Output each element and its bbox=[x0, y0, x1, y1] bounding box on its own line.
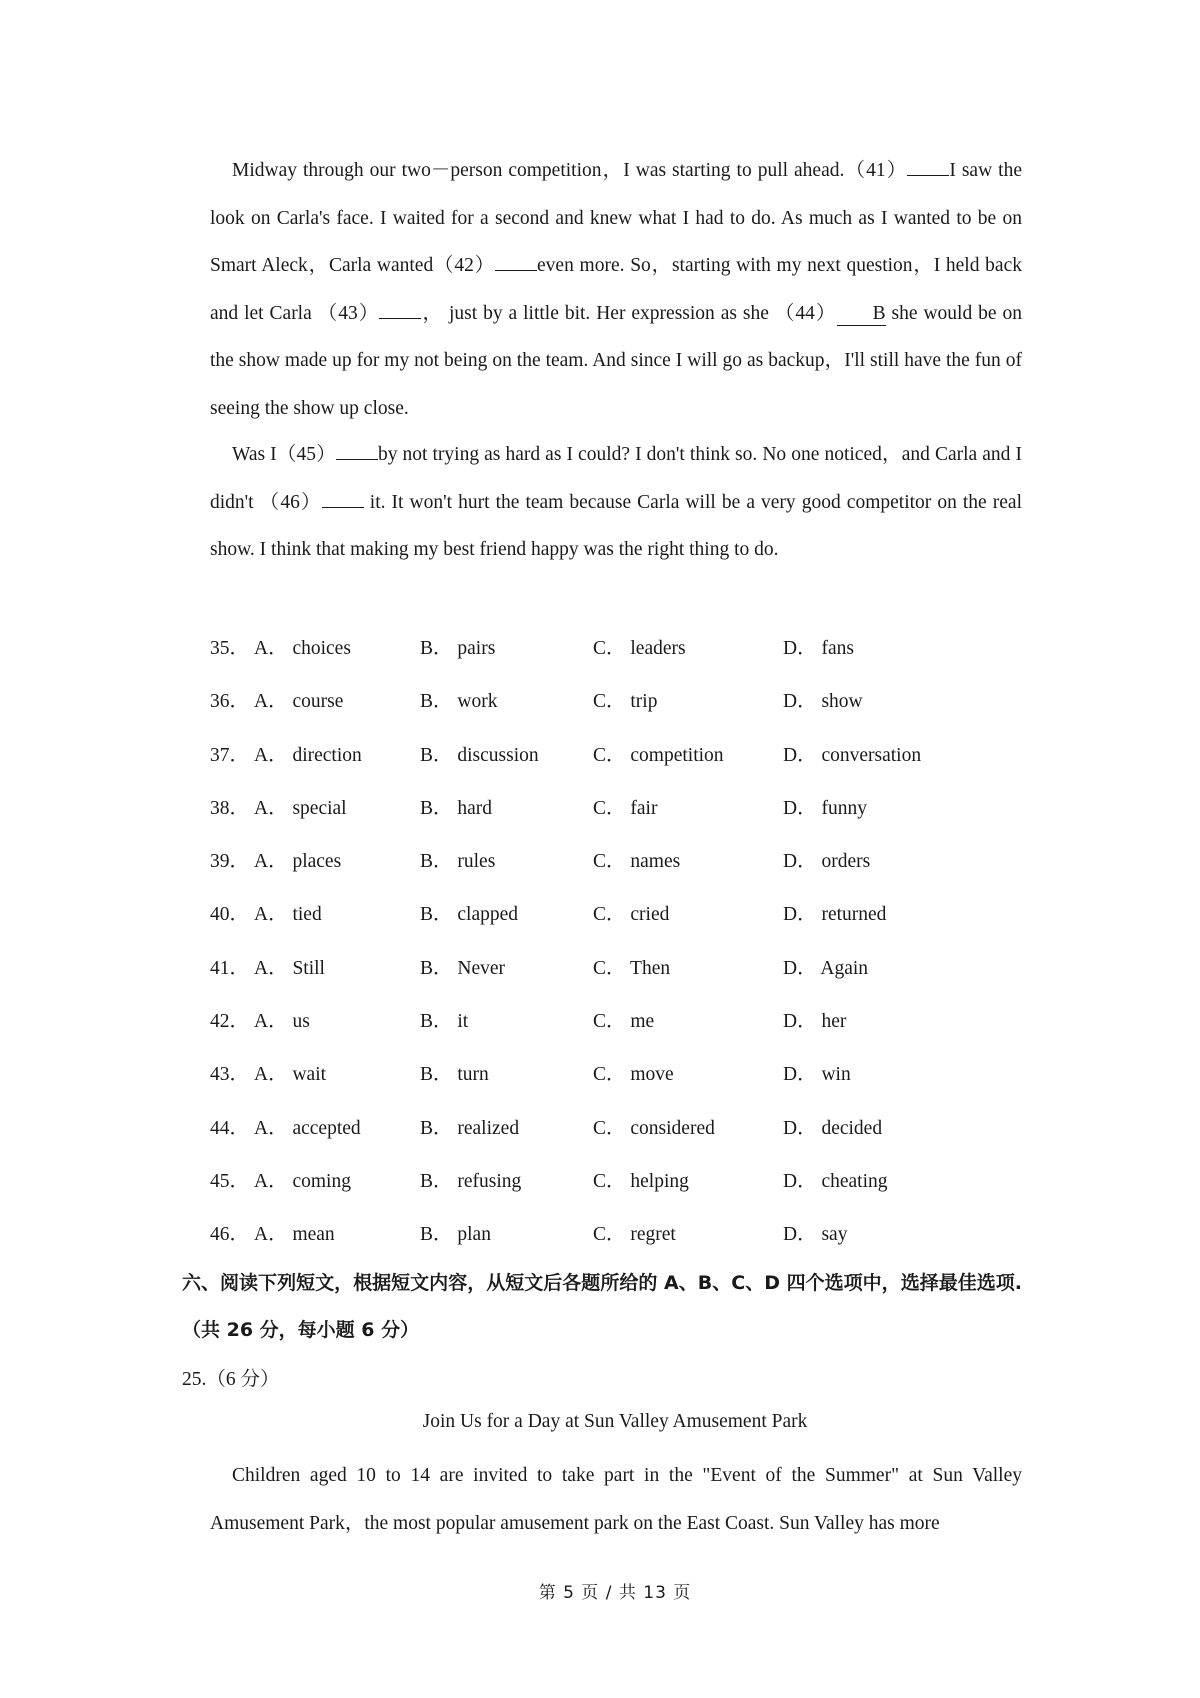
blank-42 bbox=[495, 254, 537, 271]
option-a: A． course bbox=[254, 691, 344, 713]
passage-title: Join Us for a Day at Sun Valley Amusement Park bbox=[422, 1411, 808, 1432]
option-a: A． Still bbox=[254, 957, 325, 979]
option-b: B． turn bbox=[420, 1064, 489, 1086]
option-c: C． me bbox=[593, 1011, 655, 1033]
option-b: B． rules bbox=[420, 851, 496, 873]
option-b: B． work bbox=[420, 691, 498, 713]
option-d: D． funny bbox=[783, 797, 867, 819]
paragraph-text: even more. So，starting with my next question，I held back and let Carla （43） bbox=[210, 255, 1022, 324]
option-a: A． direction bbox=[254, 744, 362, 766]
option-c: C． Then bbox=[593, 957, 671, 979]
option-d: D． her bbox=[783, 1011, 847, 1033]
option-d: D． say bbox=[783, 1224, 848, 1246]
passage-paragraph-2 bbox=[210, 431, 1022, 574]
question-label: 25.（6 分） bbox=[182, 1369, 280, 1390]
paragraph-text: Was I（45） bbox=[232, 444, 336, 465]
paragraph-text: Midway through our two－person competition，I was starting to pull ahead.（41） bbox=[232, 160, 908, 181]
question-number: 42． bbox=[210, 1011, 250, 1033]
option-c: C． leaders bbox=[593, 638, 686, 659]
option-d: D． show bbox=[783, 691, 863, 713]
option-d: D． Again bbox=[783, 957, 869, 979]
option-c: C． cried bbox=[593, 904, 670, 926]
question-number: 40． bbox=[210, 904, 250, 926]
section-heading: 六、阅读下列短文，根据短文内容，从短文后各题所给的 A、B、C、D 四个选项中，选择最佳选项.（共 26 分，每小题 6 分） bbox=[182, 1272, 1022, 1341]
option-c: C． trip bbox=[593, 691, 658, 713]
option-a: A． places bbox=[254, 851, 342, 873]
option-d: D． cheating bbox=[783, 1170, 888, 1192]
question-number: 41． bbox=[210, 957, 250, 979]
passage-paragraph-1 bbox=[210, 147, 1022, 432]
option-d: D． orders bbox=[783, 851, 871, 873]
reading-passage bbox=[210, 1452, 1022, 1547]
option-d: D． win bbox=[783, 1064, 851, 1086]
option-c: C． helping bbox=[593, 1170, 689, 1192]
blank-41 bbox=[907, 159, 949, 176]
question-number: 38． bbox=[210, 797, 250, 819]
option-row bbox=[210, 995, 1010, 1048]
option-b: B． refusing bbox=[420, 1170, 522, 1192]
answer-options-list bbox=[210, 622, 1010, 1262]
option-b: B． pairs bbox=[420, 638, 496, 659]
blank-43 bbox=[379, 302, 421, 319]
paragraph-text: it. It won't hurt the team because Carla will be a very good competitor on the real show. I think that making my best friend happy was the right thing to do. bbox=[210, 491, 1022, 560]
option-row bbox=[210, 1102, 1010, 1155]
question-number: 36． bbox=[210, 691, 250, 713]
option-row bbox=[210, 1048, 1010, 1101]
option-c: C． considered bbox=[593, 1117, 715, 1139]
option-d: D． fans bbox=[783, 638, 854, 659]
option-a: A． choices bbox=[254, 638, 351, 659]
option-a: A． tied bbox=[254, 904, 322, 926]
page-footer: 第 5 页 / 共 13 页 bbox=[538, 1583, 692, 1603]
option-b: B． it bbox=[420, 1011, 469, 1033]
option-b: B． discussion bbox=[420, 744, 539, 766]
option-d: D． conversation bbox=[783, 744, 922, 766]
option-c: C． competition bbox=[593, 744, 724, 766]
option-a: A． wait bbox=[254, 1064, 327, 1086]
option-row bbox=[210, 835, 1010, 888]
blank-44-answer: B bbox=[837, 303, 886, 326]
question-number: 39． bbox=[210, 851, 250, 873]
option-d: D． decided bbox=[783, 1117, 883, 1139]
blank-45 bbox=[336, 443, 378, 460]
question-number: 43． bbox=[210, 1064, 250, 1086]
option-b: B． Never bbox=[420, 957, 506, 979]
option-c: C． names bbox=[593, 851, 681, 873]
option-b: B． hard bbox=[420, 797, 493, 819]
option-c: C． regret bbox=[593, 1224, 676, 1246]
option-a: A． special bbox=[254, 797, 347, 819]
question-number: 44． bbox=[210, 1117, 250, 1139]
passage-text: Children aged 10 to 14 are invited to take part in the "Event of the Summer" at Sun Valley Amusement Park，the most popular amusement park on the East Coast. Sun Valley has more bbox=[210, 1465, 1022, 1534]
paragraph-text: by not trying as hard as I could? I don't think so. No one noticed，and Carla and I didn't （46） bbox=[210, 444, 1022, 513]
question-number: 45． bbox=[210, 1170, 250, 1192]
option-row bbox=[210, 1155, 1010, 1208]
option-row bbox=[210, 782, 1010, 835]
option-row bbox=[210, 942, 1010, 995]
option-b: B． realized bbox=[420, 1117, 520, 1139]
question-number: 46． bbox=[210, 1224, 250, 1246]
option-d: D． returned bbox=[783, 904, 887, 926]
option-a: A． coming bbox=[254, 1170, 351, 1192]
option-b: B． clapped bbox=[420, 904, 519, 926]
question-number: 35． bbox=[210, 638, 250, 659]
option-a: A． accepted bbox=[254, 1117, 361, 1139]
option-c: C． move bbox=[593, 1064, 674, 1086]
option-row bbox=[210, 888, 1010, 941]
paragraph-text: ， just by a little bit. Her expression as she （44） bbox=[421, 302, 837, 324]
question-number: 37． bbox=[210, 744, 250, 766]
option-c: C． fair bbox=[593, 797, 658, 819]
option-a: A． us bbox=[254, 1011, 310, 1033]
option-row bbox=[210, 675, 1010, 728]
option-a: A． mean bbox=[254, 1224, 335, 1246]
option-row bbox=[210, 1208, 1010, 1261]
paragraph-text: she would be on the show made up for my not being on the team. And since I will go as backup，I'll still have the fun of seeing the show up close. bbox=[210, 302, 1022, 419]
option-b: B． plan bbox=[420, 1224, 491, 1246]
paragraph-text: I saw the look on Carla's face. I waited for a second and knew what I had to do. As much as I wanted to be on Smart Aleck，Carla wanted（42） bbox=[210, 160, 1022, 276]
option-row bbox=[210, 729, 1010, 782]
option-row bbox=[210, 622, 1010, 675]
blank-46 bbox=[322, 491, 364, 508]
